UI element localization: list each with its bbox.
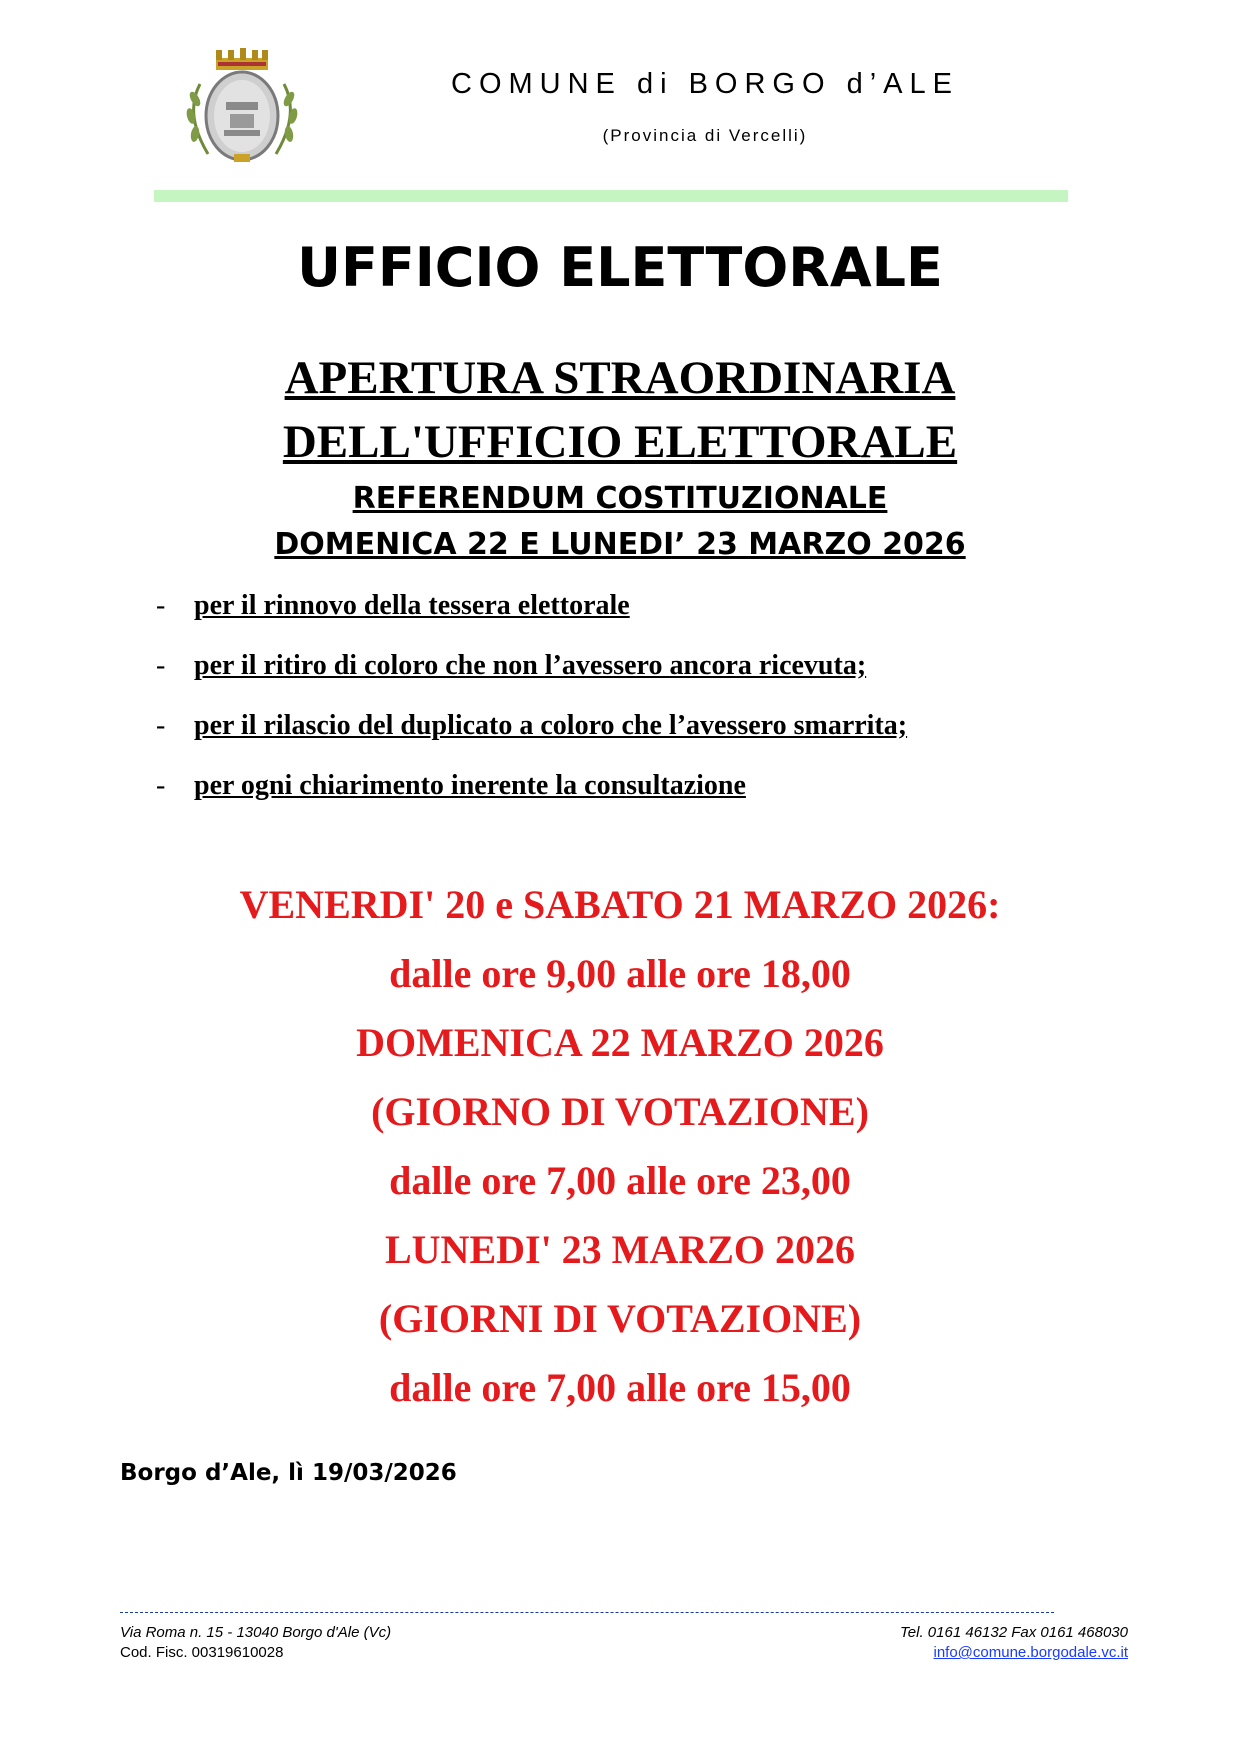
municipal-crest-icon xyxy=(178,44,306,172)
footer-email-link[interactable]: info@comune.borgodale.vc.it xyxy=(933,1644,1128,1661)
schedule-line: (GIORNI DI VOTAZIONE) xyxy=(378,1296,862,1341)
footer-address-block xyxy=(120,1623,391,1663)
list-dash: - xyxy=(156,590,166,621)
notice-heading-line: DELL'UFFICIO ELETTORALE xyxy=(282,416,958,468)
list-item-text: per ogni chiarimento inerente la consultazione xyxy=(194,770,746,801)
opening-schedule xyxy=(0,870,1240,1422)
list-item xyxy=(156,710,1116,770)
list-item xyxy=(156,650,1116,710)
page-title: UFFICIO ELETTORALE xyxy=(297,236,943,299)
schedule-line: VENERDI' 20 e SABATO 21 MARZO 2026: xyxy=(239,882,1001,927)
schedule-line: LUNEDI' 23 MARZO 2026 xyxy=(384,1227,856,1272)
province-name: (Provincia di Vercelli) xyxy=(602,126,808,145)
list-item-text: per il rilascio del duplicato a coloro che l’avessero smarrita; xyxy=(194,710,908,741)
footer-fiscal-code: Cod. Fisc. 00319610028 xyxy=(120,1644,284,1661)
list-item-text: per il rinnovo della tessera elettorale xyxy=(194,590,630,621)
schedule-line: DOMENICA 22 MARZO 2026 xyxy=(356,1020,884,1065)
list-item xyxy=(156,770,1116,830)
schedule-line: dalle ore 7,00 alle ore 15,00 xyxy=(389,1365,851,1410)
referendum-line: DOMENICA 22 E LUNEDI’ 23 MARZO 2026 xyxy=(274,527,966,562)
schedule-line: dalle ore 9,00 alle ore 18,00 xyxy=(389,951,851,996)
footer-contact-block xyxy=(900,1623,1128,1663)
referendum-line: REFERENDUM COSTITUZIONALE xyxy=(352,481,888,516)
list-item xyxy=(156,590,1116,650)
notice-heading-line: APERTURA STRAORDINARIA xyxy=(284,352,956,404)
list-dash: - xyxy=(156,710,166,741)
schedule-line: (GIORNO DI VOTAZIONE) xyxy=(371,1089,869,1134)
list-dash: - xyxy=(156,650,166,681)
list-dash: - xyxy=(156,770,166,801)
footer-address: Via Roma n. 15 - 13040 Borgo d'Ale (Vc) xyxy=(120,1624,392,1641)
header-divider xyxy=(154,190,1068,202)
place-and-date: Borgo d’Ale, lì 19/03/2026 xyxy=(120,1460,457,1486)
schedule-line: dalle ore 7,00 alle ore 23,00 xyxy=(389,1158,851,1203)
notice-heading xyxy=(0,346,1240,474)
list-item-text: per il ritiro di coloro che non l’avessero ancora ricevuta; xyxy=(194,650,867,681)
municipality-name: COMUNE di BORGO d’ALE xyxy=(451,68,959,100)
footer-divider xyxy=(120,1612,1054,1613)
footer-phones: Tel. 0161 46132 Fax 0161 468030 xyxy=(900,1624,1128,1641)
referendum-heading xyxy=(0,476,1240,568)
purpose-list xyxy=(156,590,1116,830)
